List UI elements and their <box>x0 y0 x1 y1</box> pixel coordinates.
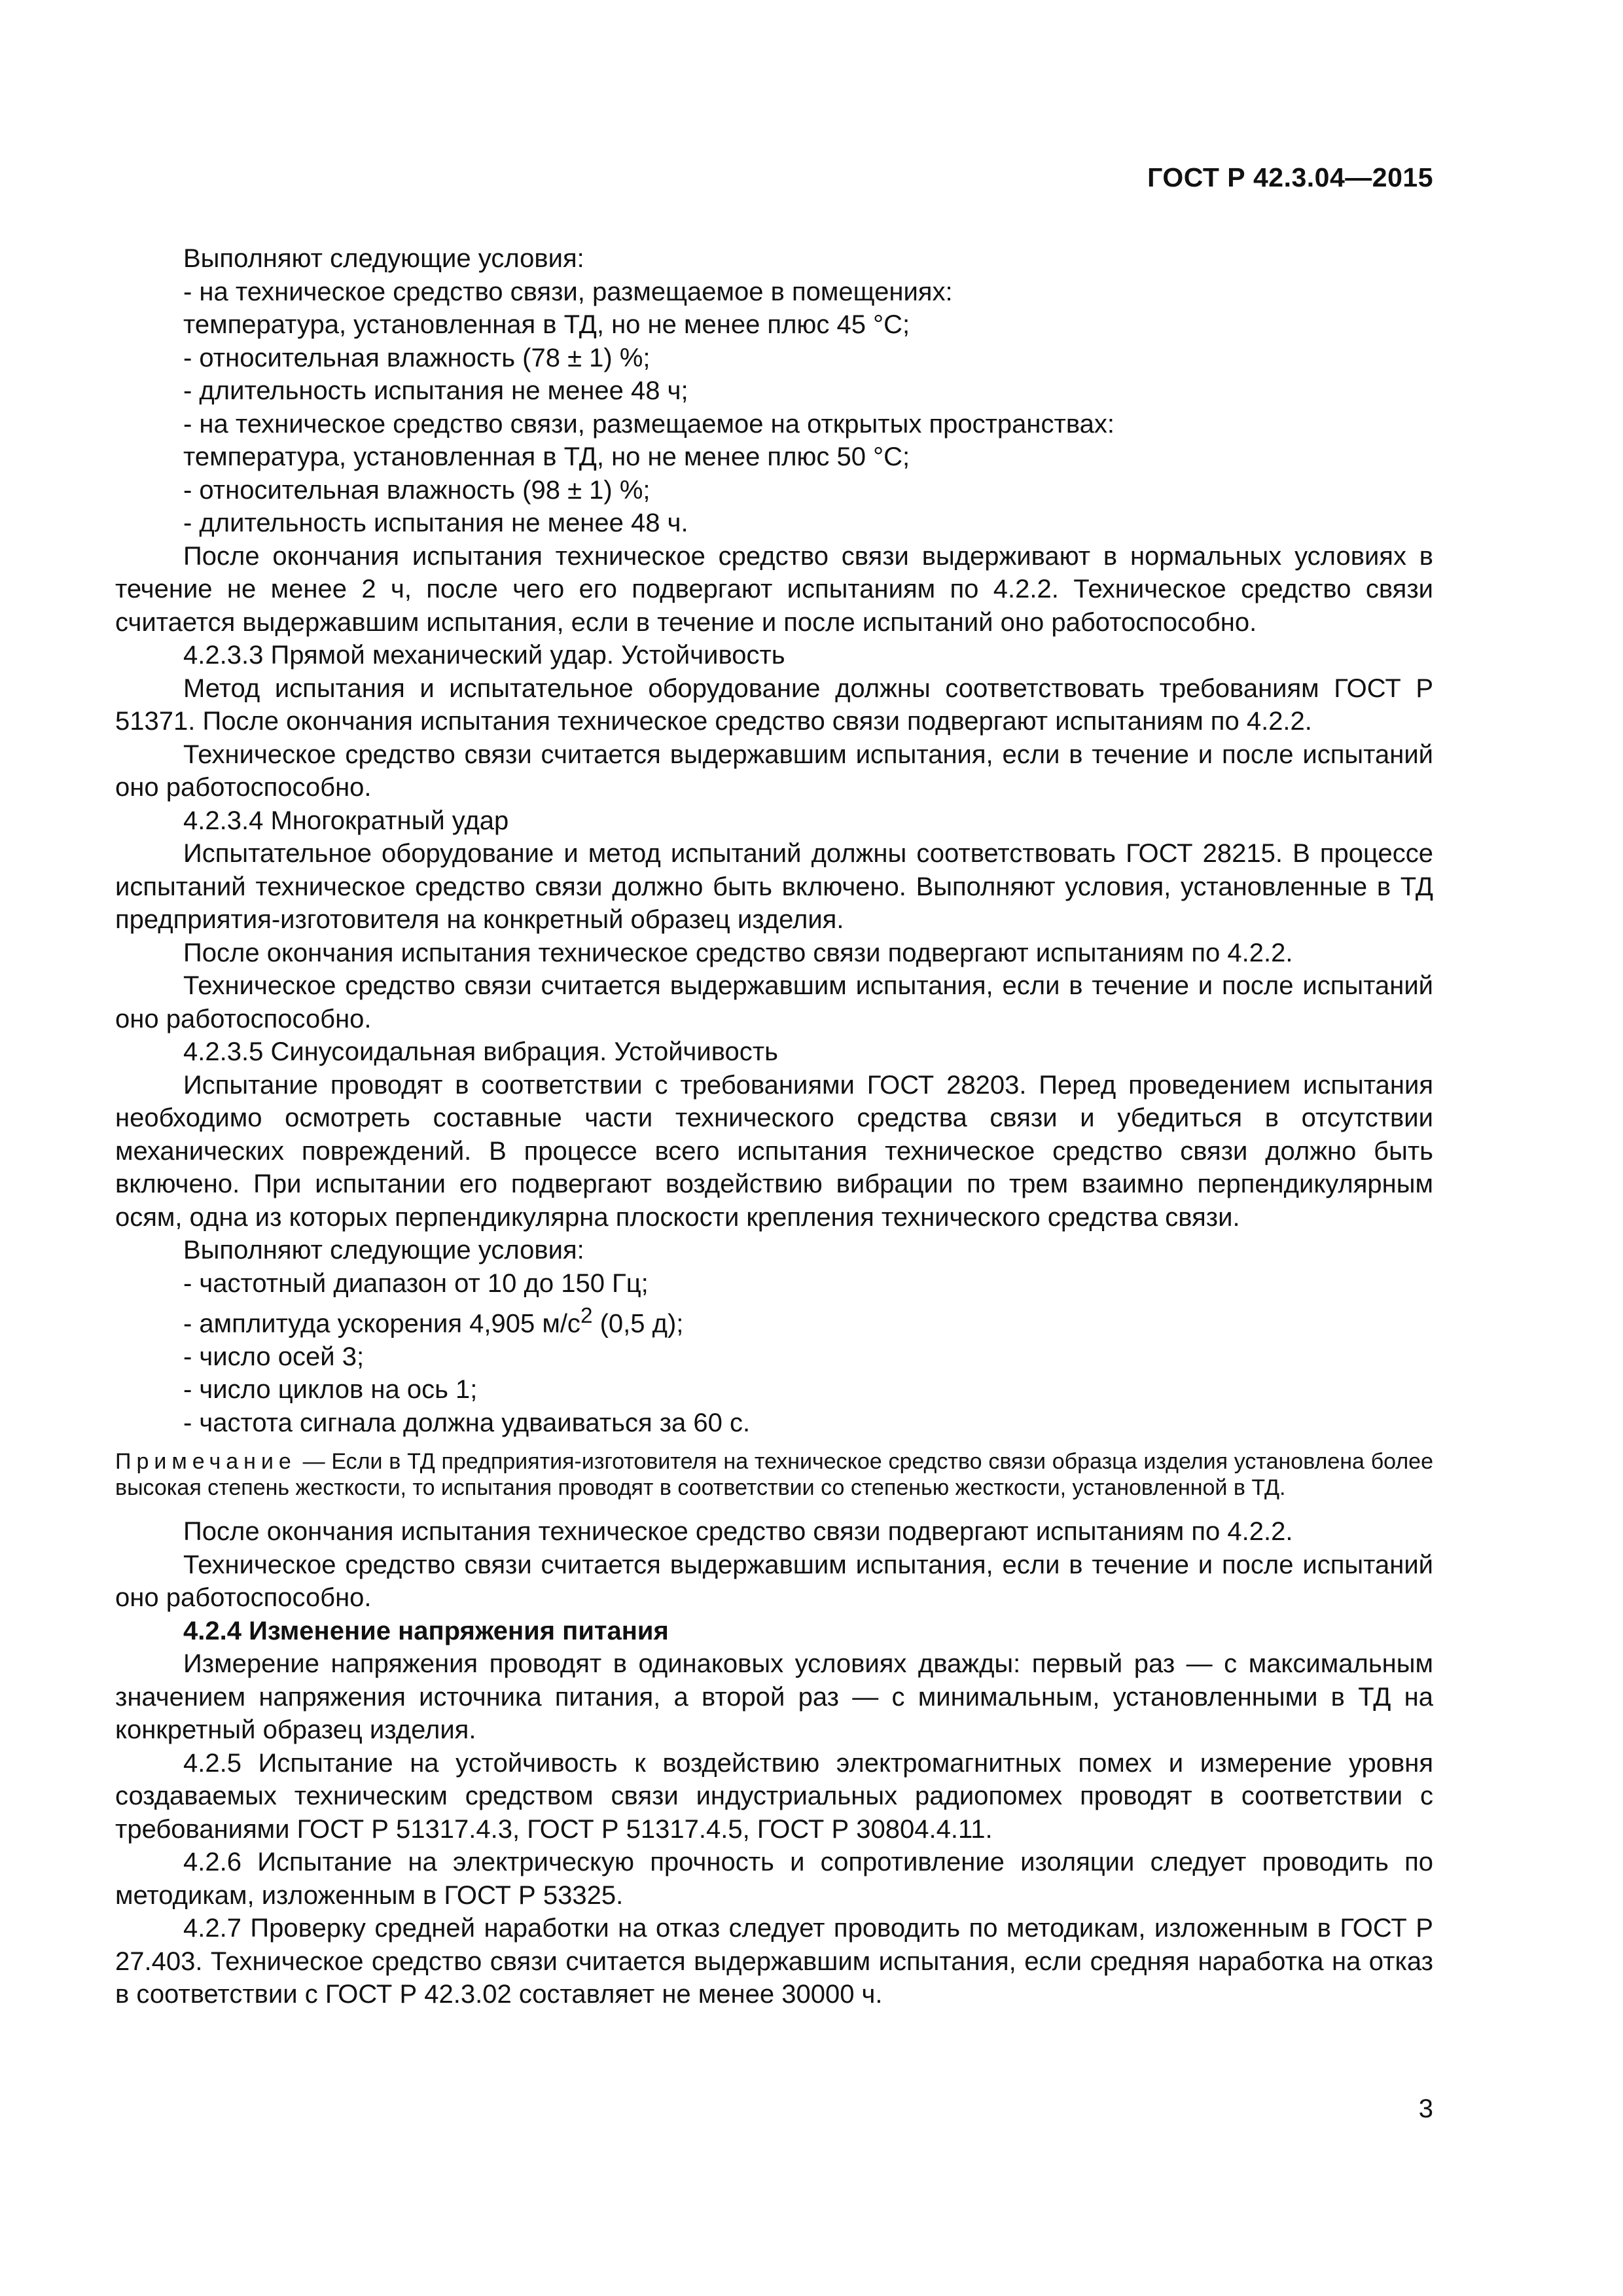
section-heading: 4.2.3.3 Прямой механический удар. Устойчивость <box>183 641 785 670</box>
list-item: - частота сигнала должна удваиваться за 60 с. <box>183 1408 751 1437</box>
list-item-text: (0,5 д); <box>592 1309 684 1338</box>
paragraph: Испытательное оборудование и метод испытаний должны соответствовать ГОСТ 28215. В процессе испытаний техническое средство связи должно быть включено. Выполняют условия, установленные в ТД предприятия-изготовителя на конкретный образец изделия. <box>115 839 1433 934</box>
note-text: — Если в ТД предприятия-изготовителя на техническое средство связи образца изделия установлена более высокая степень жесткости, то испытания проводят в соответствии со степенью жесткости, установленной в ТД. <box>115 1449 1433 1501</box>
section-heading: 4.2.3.4 Многократный удар <box>183 806 509 835</box>
list-item-text: - амплитуда ускорения 4,905 м/с <box>183 1309 580 1338</box>
list-item: - на техническое средство связи, размещаемое в помещениях: <box>183 277 953 306</box>
list-item: температура, установленная в ТД, но не менее плюс 50 °С; <box>183 442 910 471</box>
paragraph: Метод испытания и испытательное оборудование должны соответствовать требованиям ГОСТ Р 51371. После окончания испытания техническое средство связи подвергают испытаниям по 4.2.2. <box>115 673 1433 736</box>
list-item: - относительная влажность (98 ± 1) %; <box>183 475 651 505</box>
list-item: - частотный диапазон от 10 до 150 Гц; <box>183 1268 649 1298</box>
paragraph: Измерение напряжения проводят в одинаковых условиях дважды: первый раз — с максимальным значением напряжения источника питания, а второй раз — с минимальным, установленными в ТД на конкретный образец изделия. <box>115 1649 1433 1745</box>
paragraph: Выполняют следующие условия: <box>183 244 584 273</box>
section-heading: 4.2.3.5 Синусоидальная вибрация. Устойчивость <box>183 1037 778 1066</box>
list-item: - число циклов на ось 1; <box>183 1375 478 1405</box>
list-item: - длительность испытания не менее 48 ч; <box>183 376 688 405</box>
list-item <box>115 1300 1433 1340</box>
list-item: - число осей 3; <box>183 1342 365 1371</box>
list-item: - относительная влажность (78 ± 1) %; <box>183 343 651 372</box>
list-item: температура, установленная в ТД, но не менее плюс 45 °С; <box>183 310 910 339</box>
paragraph: 4.2.6 Испытание на электрическую прочность и сопротивление изоляции следует проводить по методикам, изложенным в ГОСТ Р 53325. <box>115 1848 1433 1910</box>
document-body <box>115 242 1433 2011</box>
page-number: 3 <box>1418 2094 1433 2123</box>
note-label: Примечание <box>115 1449 296 1475</box>
paragraph: После окончания испытания техническое средство связи выдерживают в нормальных условиях в течение не менее 2 ч, после чего его подвергают испытаниям по 4.2.2. Техническое средство связи считается выдержавшим испытания, если в течение и после испытаний оно работоспособно. <box>115 541 1433 637</box>
document-code-header: ГОСТ Р 42.3.04—2015 <box>1147 162 1433 192</box>
paragraph: Техническое средство связи считается выдержавшим испытания, если в течение и после испытаний оно работоспособно. <box>115 971 1433 1033</box>
superscript: 2 <box>580 1304 593 1328</box>
paragraph: Техническое средство связи считается выдержавшим испытания, если в течение и после испытаний оно работоспособно. <box>115 1550 1433 1613</box>
paragraph: После окончания испытания техническое средство связи подвергают испытаниям по 4.2.2. <box>183 1517 1293 1547</box>
list-item: - длительность испытания не менее 48 ч. <box>183 509 688 537</box>
paragraph: 4.2.5 Испытание на устойчивость к воздействию электромагнитных помех и измерение уровня создаваемых техническим средством связи индустриальных радиопомех проводят в соответствии с требованиями ГОСТ Р 51317.4.3, ГОСТ Р 51317.4.5, ГОСТ Р 30804.4.11. <box>115 1748 1433 1844</box>
paragraph: Выполняют следующие условия: <box>183 1236 584 1265</box>
paragraph: 4.2.7 Проверку средней наработки на отказ следует проводить по методикам, изложенным в ГОСТ Р 27.403. Техническое средство связи считается выдержавшим испытания, если средняя наработка на отказ в соответствии с ГОСТ Р 42.3.02 составляет не менее 30000 ч. <box>115 1914 1433 2009</box>
paragraph: После окончания испытания техническое средство связи подвергают испытаниям по 4.2.2. <box>183 938 1293 967</box>
paragraph: Техническое средство связи считается выдержавшим испытания, если в течение и после испытаний оно работоспособно. <box>115 740 1433 802</box>
paragraph: Испытание проводят в соответствии с требованиями ГОСТ 28203. Перед проведением испытания необходимо осмотреть составные части технического средства связи и убедиться в отсутствии механических повреждений. В процессе всего испытания техническое средство связи должно быть включено. При испытании его подвергают воздействию вибрации по трем взаимно перпендикулярным осям, одна из которых перпендикулярна плоскости крепления технического средства связи. <box>115 1070 1433 1232</box>
subsection-heading: 4.2.4 Изменение напряжения питания <box>183 1616 669 1645</box>
note <box>115 1448 1433 1501</box>
list-item: - на техническое средство связи, размещаемое на открытых пространствах: <box>183 409 1115 439</box>
